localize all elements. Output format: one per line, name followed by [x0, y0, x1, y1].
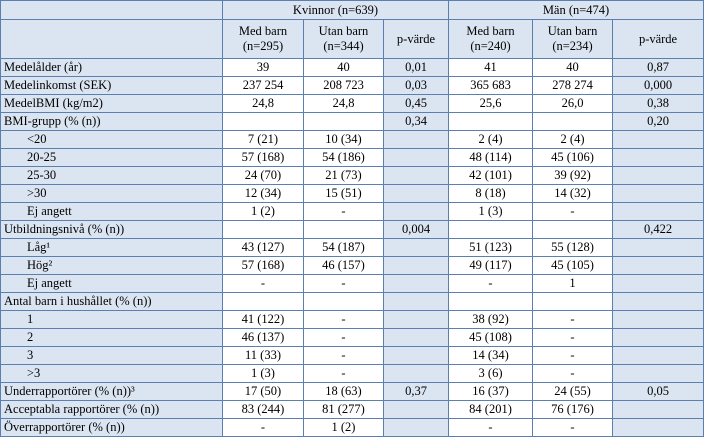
table-row	[1, 149, 704, 167]
data-cell	[533, 113, 613, 131]
data-cell	[223, 221, 304, 239]
data-cell: 84 (201)	[449, 401, 533, 419]
p-value-cell	[384, 149, 449, 167]
header-empty-cell	[1, 20, 223, 59]
p-value-cell: 0,20	[613, 113, 704, 131]
p-value-cell	[613, 329, 704, 347]
p-value-cell	[384, 239, 449, 257]
table-row	[1, 59, 704, 77]
data-cell: 41	[449, 59, 533, 77]
data-cell: 40	[533, 59, 613, 77]
header-group-men: Män (n=474)	[449, 1, 704, 20]
p-value-cell	[613, 257, 704, 275]
data-cell: -	[304, 365, 384, 383]
data-cell: 49 (117)	[449, 257, 533, 275]
row-sublabel: >3	[1, 365, 223, 383]
p-value-cell	[613, 185, 704, 203]
p-value-cell	[384, 203, 449, 221]
row-sublabel: 25-30	[1, 167, 223, 185]
p-value-cell	[613, 365, 704, 383]
data-cell: 76 (176)	[533, 401, 613, 419]
data-cell: 10 (34)	[304, 131, 384, 149]
data-cell	[304, 113, 384, 131]
data-cell: 12 (34)	[223, 185, 304, 203]
table-row	[1, 131, 704, 149]
header-col-women-with-children: Med barn (n=295)	[223, 20, 304, 59]
data-cell: 46 (137)	[223, 329, 304, 347]
data-cell: 3 (6)	[449, 365, 533, 383]
data-cell: -	[449, 419, 533, 437]
header-col-men-p-value: p-värde	[613, 20, 704, 59]
data-cell: 1	[533, 275, 613, 293]
data-cell: 39 (92)	[533, 167, 613, 185]
p-value-cell	[384, 185, 449, 203]
row-sublabel: Hög²	[1, 257, 223, 275]
p-value-cell	[384, 311, 449, 329]
p-value-cell	[384, 419, 449, 437]
data-cell: 57 (168)	[223, 257, 304, 275]
p-value-cell	[613, 293, 704, 311]
data-cell: 8 (18)	[449, 185, 533, 203]
data-cell: 45 (105)	[533, 257, 613, 275]
data-cell: 278 274	[533, 77, 613, 95]
data-cell: 38 (92)	[449, 311, 533, 329]
data-cell: 16 (37)	[449, 383, 533, 401]
row-sublabel: Ej angett	[1, 203, 223, 221]
table-row	[1, 221, 704, 239]
data-cell: 54 (186)	[304, 149, 384, 167]
row-label: Medelinkomst (SEK)	[1, 77, 223, 95]
row-label: Medelålder (år)	[1, 59, 223, 77]
data-cell	[449, 113, 533, 131]
p-value-cell	[613, 419, 704, 437]
data-cell	[449, 293, 533, 311]
table-row	[1, 347, 704, 365]
data-cell: 39	[223, 59, 304, 77]
table-row	[1, 203, 704, 221]
p-value-cell	[384, 167, 449, 185]
row-sublabel: 2	[1, 329, 223, 347]
data-cell: -	[304, 311, 384, 329]
data-cell: 208 723	[304, 77, 384, 95]
p-value-cell: 0,37	[384, 383, 449, 401]
data-cell: 24,8	[223, 95, 304, 113]
p-value-cell: 0,004	[384, 221, 449, 239]
table-row	[1, 401, 704, 419]
p-value-cell: 0,38	[613, 95, 704, 113]
data-cell: 54 (187)	[304, 239, 384, 257]
data-cell: -	[533, 329, 613, 347]
table-row	[1, 257, 704, 275]
p-value-cell	[384, 257, 449, 275]
data-cell: -	[223, 275, 304, 293]
data-cell: 17 (50)	[223, 383, 304, 401]
data-cell: 24 (70)	[223, 167, 304, 185]
row-sublabel: 1	[1, 311, 223, 329]
header-col-women-p-value: p-värde	[384, 20, 449, 59]
p-value-cell	[613, 347, 704, 365]
row-sublabel: <20	[1, 131, 223, 149]
row-label: Acceptabla rapportörer (% (n))	[1, 401, 223, 419]
table-row	[1, 275, 704, 293]
p-value-cell	[384, 293, 449, 311]
row-sublabel: >30	[1, 185, 223, 203]
data-cell: -	[533, 347, 613, 365]
data-cell: 83 (244)	[223, 401, 304, 419]
p-value-cell	[384, 401, 449, 419]
table-row	[1, 311, 704, 329]
data-cell: 81 (277)	[304, 401, 384, 419]
data-cell	[223, 113, 304, 131]
data-cell: 1 (3)	[449, 203, 533, 221]
data-cell: 40	[304, 59, 384, 77]
data-cell: -	[223, 419, 304, 437]
p-value-cell	[613, 239, 704, 257]
table-row	[1, 365, 704, 383]
data-cell	[449, 221, 533, 239]
data-cell	[304, 221, 384, 239]
header-group-women: Kvinnor (n=639)	[223, 1, 449, 20]
p-value-cell	[613, 311, 704, 329]
p-value-cell: 0,03	[384, 77, 449, 95]
table-row	[1, 329, 704, 347]
p-value-cell: 0,34	[384, 113, 449, 131]
data-cell: 48 (114)	[449, 149, 533, 167]
table-body	[1, 59, 704, 437]
data-cell	[304, 293, 384, 311]
data-cell: 43 (127)	[223, 239, 304, 257]
data-cell: 42 (101)	[449, 167, 533, 185]
data-cell: 11 (33)	[223, 347, 304, 365]
data-cell: 51 (123)	[449, 239, 533, 257]
data-cell	[223, 293, 304, 311]
data-cell: -	[304, 203, 384, 221]
data-cell: 1 (2)	[223, 203, 304, 221]
data-cell: 15 (51)	[304, 185, 384, 203]
data-cell: -	[304, 275, 384, 293]
header-row-subcolumns	[1, 20, 704, 59]
data-cell: -	[533, 365, 613, 383]
p-value-cell	[384, 275, 449, 293]
p-value-cell: 0,45	[384, 95, 449, 113]
row-label: Antal barn i hushållet (% (n))	[1, 293, 223, 311]
p-value-cell	[613, 275, 704, 293]
data-cell: -	[533, 311, 613, 329]
data-cell: 2 (4)	[533, 131, 613, 149]
data-cell: 2 (4)	[449, 131, 533, 149]
data-cell: -	[304, 329, 384, 347]
data-cell: 21 (73)	[304, 167, 384, 185]
p-value-cell	[384, 347, 449, 365]
data-cell: 25,6	[449, 95, 533, 113]
p-value-cell	[384, 365, 449, 383]
row-sublabel: Ej angett	[1, 275, 223, 293]
header-empty-cell	[1, 1, 223, 20]
data-cell: 24 (55)	[533, 383, 613, 401]
data-cell: 14 (32)	[533, 185, 613, 203]
p-value-cell: 0,87	[613, 59, 704, 77]
data-cell: 7 (21)	[223, 131, 304, 149]
data-cell: 14 (34)	[449, 347, 533, 365]
table-row	[1, 167, 704, 185]
p-value-cell	[384, 329, 449, 347]
row-label: MedelBMI (kg/m2)	[1, 95, 223, 113]
row-label: BMI-grupp (% (n))	[1, 113, 223, 131]
p-value-cell: 0,05	[613, 383, 704, 401]
table-row	[1, 419, 704, 437]
p-value-cell: 0,01	[384, 59, 449, 77]
table-row	[1, 77, 704, 95]
data-cell: 26,0	[533, 95, 613, 113]
data-cell: 55 (128)	[533, 239, 613, 257]
p-value-cell	[613, 203, 704, 221]
data-cell: -	[449, 275, 533, 293]
p-value-cell	[613, 149, 704, 167]
header-row-groups	[1, 1, 704, 20]
row-label: Underrapportörer (% (n))³	[1, 383, 223, 401]
data-cell: 45 (108)	[449, 329, 533, 347]
data-cell: -	[304, 347, 384, 365]
table-row	[1, 113, 704, 131]
row-sublabel: 3	[1, 347, 223, 365]
data-cell: 1 (2)	[304, 419, 384, 437]
header-col-men-with-children: Med barn (n=240)	[449, 20, 533, 59]
data-cell: 237 254	[223, 77, 304, 95]
data-cell: -	[533, 203, 613, 221]
data-cell: -	[533, 419, 613, 437]
data-cell: 46 (157)	[304, 257, 384, 275]
row-sublabel: Låg¹	[1, 239, 223, 257]
p-value-cell	[613, 401, 704, 419]
data-cell: 57 (168)	[223, 149, 304, 167]
table-row	[1, 185, 704, 203]
data-cell	[533, 293, 613, 311]
p-value-cell: 0,422	[613, 221, 704, 239]
p-value-cell	[613, 131, 704, 149]
row-sublabel: 20-25	[1, 149, 223, 167]
data-cell: 1 (3)	[223, 365, 304, 383]
table-row	[1, 239, 704, 257]
data-cell: 365 683	[449, 77, 533, 95]
header-col-men-without-children: Utan barn (n=234)	[533, 20, 613, 59]
table-row	[1, 95, 704, 113]
p-value-cell	[384, 131, 449, 149]
row-label: Utbildningsnivå (% (n))	[1, 221, 223, 239]
header-col-women-without-children: Utan barn (n=344)	[304, 20, 384, 59]
p-value-cell: 0,000	[613, 77, 704, 95]
p-value-cell	[613, 167, 704, 185]
data-cell	[533, 221, 613, 239]
table-row	[1, 383, 704, 401]
data-cell: 41 (122)	[223, 311, 304, 329]
data-cell: 18 (63)	[304, 383, 384, 401]
row-label: Överrapportörer (% (n))	[1, 419, 223, 437]
data-cell: 24,8	[304, 95, 384, 113]
data-cell: 45 (106)	[533, 149, 613, 167]
table-row	[1, 293, 704, 311]
